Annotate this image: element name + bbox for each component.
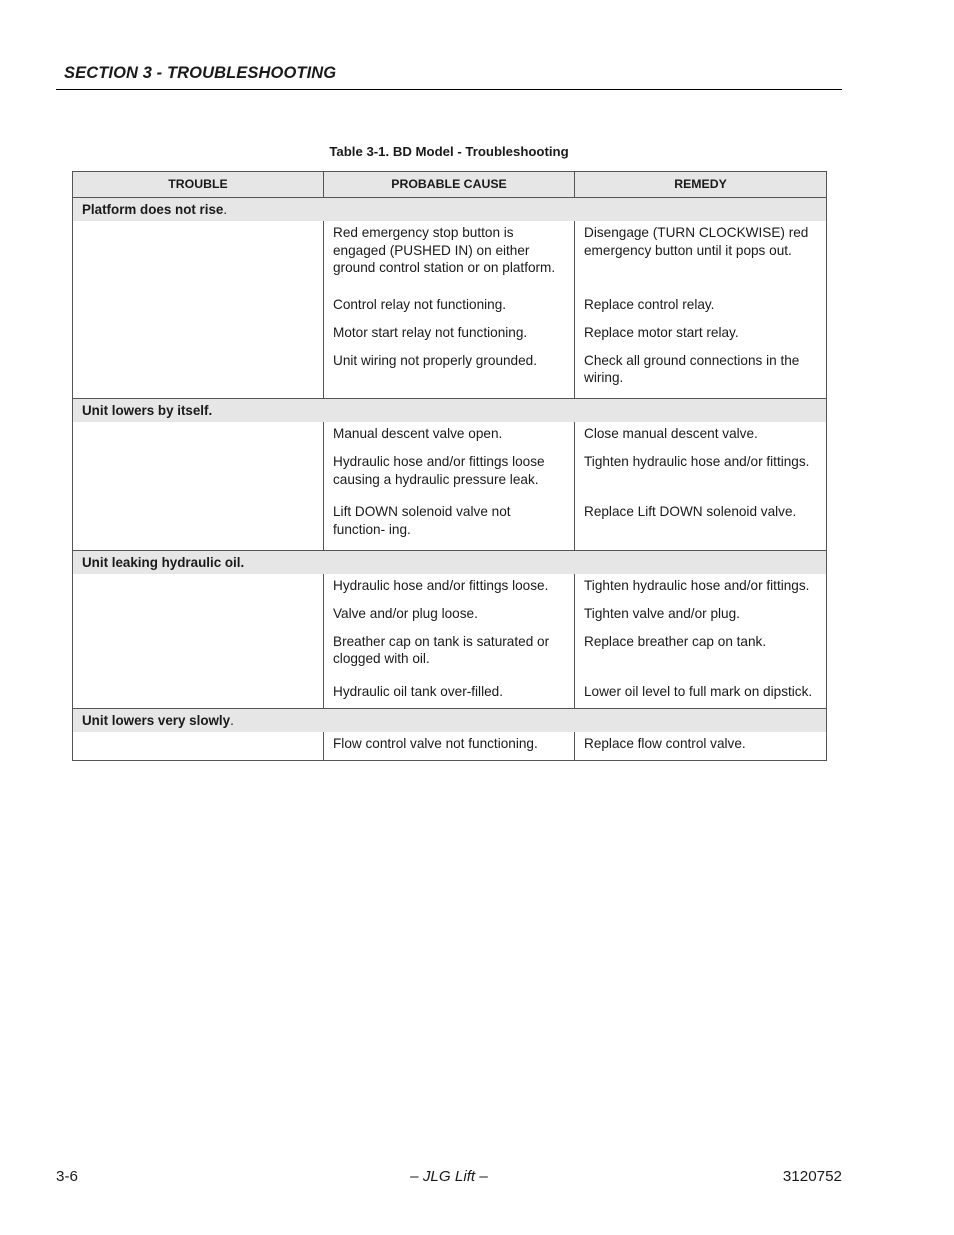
- cause-cell: Red emergency stop button is engaged (PUSHED IN) on either ground control station or on platform.: [324, 221, 575, 293]
- trouble-cell: [73, 293, 324, 321]
- table-row: [73, 221, 827, 293]
- remedy-cell: Replace motor start relay.: [575, 321, 827, 349]
- table-row: [73, 422, 827, 450]
- trouble-cell: [73, 450, 324, 500]
- table-row: [73, 450, 827, 500]
- trouble-row: [73, 550, 827, 574]
- table-row: [73, 293, 827, 321]
- remedy-cell: [575, 760, 827, 761]
- trouble-row: [73, 399, 827, 423]
- table-row: [73, 680, 827, 709]
- cause-cell: Unit wiring not properly grounded.: [324, 349, 575, 399]
- trouble-cell: [73, 349, 324, 399]
- trouble-cell: [73, 680, 324, 709]
- trouble-row: [73, 198, 827, 222]
- trouble-label: Unit lowers very slowly.: [73, 708, 827, 732]
- trouble-cell: [73, 221, 324, 293]
- table-row: [73, 574, 827, 602]
- remedy-cell: Check all ground connections in the wiring.: [575, 349, 827, 399]
- troubleshooting-table: [72, 171, 827, 761]
- cause-cell: Hydraulic hose and/or fittings loose causing a hydraulic pressure leak.: [324, 450, 575, 500]
- cause-cell: Lift DOWN solenoid valve not function- ing.: [324, 500, 575, 550]
- remedy-cell: Replace Lift DOWN solenoid valve.: [575, 500, 827, 550]
- remedy-cell: Lower oil level to full mark on dipstick.: [575, 680, 827, 709]
- page-number: 3-6: [56, 1168, 78, 1185]
- header-rule: [56, 89, 842, 90]
- trouble-cell: [73, 732, 324, 760]
- remedy-cell: Replace control relay.: [575, 293, 827, 321]
- trouble-cell: [73, 630, 324, 680]
- cause-cell: Motor start relay not functioning.: [324, 321, 575, 349]
- cause-cell: Breather cap on tank is saturated or clogged with oil.: [324, 630, 575, 680]
- trouble-label: Unit leaking hydraulic oil.: [73, 550, 827, 574]
- trouble-cell: [73, 574, 324, 602]
- remedy-cell: Disengage (TURN CLOCKWISE) red emergency button until it pops out.: [575, 221, 827, 293]
- remedy-cell: Replace flow control valve.: [575, 732, 827, 760]
- table-row: [73, 630, 827, 680]
- table-header-row: [73, 172, 827, 198]
- trouble-cell: [73, 602, 324, 630]
- table-row: [73, 602, 827, 630]
- remedy-cell: Tighten hydraulic hose and/or fittings.: [575, 450, 827, 500]
- table-row: [73, 760, 827, 761]
- cause-cell: Hydraulic hose and/or fittings loose.: [324, 574, 575, 602]
- table-row: [73, 500, 827, 550]
- cause-cell: Flow control valve not functioning.: [324, 732, 575, 760]
- table-row: [73, 349, 827, 399]
- remedy-cell: Replace breather cap on tank.: [575, 630, 827, 680]
- publisher-name: – JLG Lift –: [410, 1168, 488, 1185]
- remedy-cell: Close manual descent valve.: [575, 422, 827, 450]
- table-title: Table 3-1. BD Model - Troubleshooting: [329, 144, 569, 159]
- trouble-cell: [73, 321, 324, 349]
- trouble-cell: [73, 422, 324, 450]
- cause-cell: Manual descent valve open.: [324, 422, 575, 450]
- trouble-label: Platform does not rise.: [73, 198, 827, 222]
- cause-cell: Valve and/or plug loose.: [324, 602, 575, 630]
- column-header-probable-cause: PROBABLE CAUSE: [324, 172, 575, 198]
- cause-cell: Hydraulic oil tank over-filled.: [324, 680, 575, 709]
- column-header-trouble: TROUBLE: [73, 172, 324, 198]
- cause-cell: Control relay not functioning.: [324, 293, 575, 321]
- section-title: SECTION 3 - TROUBLESHOOTING: [64, 64, 337, 82]
- remedy-cell: Tighten valve and/or plug.: [575, 602, 827, 630]
- column-header-remedy: REMEDY: [575, 172, 827, 198]
- table-row: [73, 732, 827, 760]
- table-row: [73, 321, 827, 349]
- cause-cell: [324, 760, 575, 761]
- trouble-label: Unit lowers by itself.: [73, 399, 827, 423]
- trouble-cell: [73, 760, 324, 761]
- remedy-cell: Tighten hydraulic hose and/or fittings.: [575, 574, 827, 602]
- trouble-cell: [73, 500, 324, 550]
- trouble-row: [73, 708, 827, 732]
- document-number: 3120752: [782, 1168, 842, 1185]
